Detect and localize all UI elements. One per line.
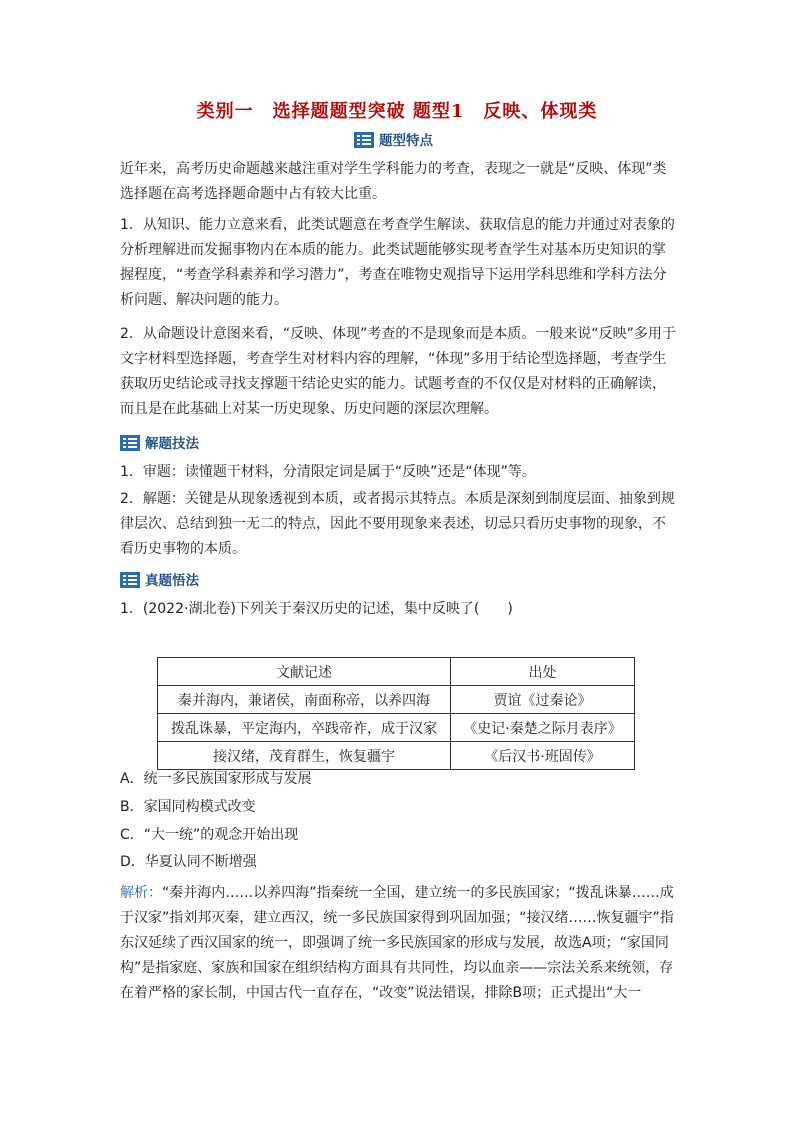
table-cell: 拨乱诛暴，平定海内，卒践帝祚，成于汉家	[158, 714, 451, 742]
section-heading-real-questions	[120, 572, 199, 590]
table-cell: 秦并海内，兼诸侯，南面称帝，以养四海	[158, 686, 451, 714]
table-cell: 接汉绪，茂育群生，恢复疆宇	[158, 742, 451, 770]
table-header: 文献记述	[158, 658, 451, 686]
page-title: 类别一 选择题题型突破 题型1 反映、体现类	[196, 101, 598, 122]
section-label: 真题悟法	[145, 573, 199, 589]
list-icon	[120, 572, 140, 588]
list-icon	[354, 132, 374, 148]
analysis-label: 解析：	[120, 885, 162, 901]
method-step-1: 1．审题：读懂题干材料，分清限定词是属于“反映”还是“体现”等。	[120, 464, 536, 480]
question-stem: 1．(2022·湖北卷)下列关于秦汉历史的记述，集中反映了( )	[120, 601, 513, 617]
features-point-1: 1．从知识、能力立意来看，此类试题意在考查学生解读、获取信息的能力并通过对表象的分析理解进而发掘事物内在本质的能力。此类试题能够实现考查学生对基本历史知识的掌握程度，“考查学科素养和学习潜力”，考查在唯物史观指导下运用学科思维和学科方法分析问题、解决问题的能力。	[120, 217, 675, 308]
option-c: C．“大一统”的观念开始出现	[120, 827, 299, 843]
section-heading-methods	[120, 435, 199, 453]
table-cell: 《后汉书·班固传》	[451, 742, 635, 770]
analysis	[120, 881, 676, 1006]
analysis-text: “秦并海内……以养四海”指秦统一全国，建立统一的多民族国家；“拨乱诛暴……成于汉家”指刘邦灭秦，建立西汉，统一多民族国家得到巩固加强；“接汉绪……恢复疆宇”指东汉延续了西汉国家的统一，即强调了统一多民族国家的形成与发展，故选A项；“家国同构”是指家庭、家族和国家在组织结构方面具有共同性，均以血亲——宗法关系来统领，存在着严格的家长制，中国古代一直存在，“改变”说法错误，排除B项；正式提出“大一	[120, 885, 674, 1001]
features-point-2: 2．从命题设计意图来看，“反映、体现”考查的不是现象而是本质。一般来说“反映”多用于文字材料型选择题，考查学生对材料内容的理解，“体现”多用于结论型选择题，考查学生获取历史结论或寻找支撑题干结论史实的能力。试题考查的不仅仅是对材料的正确解读，而且是在此基础上对某一历史现象、历史问题的深层次理解。	[120, 326, 676, 417]
table-row	[158, 714, 635, 742]
option-a: A．统一多民族国家形成与发展	[120, 771, 312, 787]
method-step-2: 2．解题：关键是从现象透视到本质，或者揭示其特点。本质是深刻到制度层面、抽象到规律层次、总结到独一无二的特点，因此不要用现象来表述，切忌只看历史事物的现象，不看历史事物的本质。	[120, 491, 675, 557]
features-intro: 近年来，高考历史命题越来越注重对学生学科能力的考查，表现之一就是“反映、体现”类选择题在高考选择题命题中占有较大比重。	[120, 161, 667, 202]
table-row	[158, 742, 635, 770]
table-cell: 《史记·秦楚之际月表序》	[451, 714, 635, 742]
list-icon	[120, 435, 140, 451]
option-b: B．家国同构模式改变	[120, 799, 256, 815]
source-table	[157, 657, 635, 770]
table-row	[158, 686, 635, 714]
option-d: D．华夏认同不断增强	[120, 854, 257, 870]
section-label: 解题技法	[145, 436, 199, 452]
table-header: 出处	[451, 658, 635, 686]
section-label: 题型特点	[379, 133, 433, 149]
section-heading-features	[354, 132, 433, 150]
table-cell: 贾谊《过秦论》	[451, 686, 635, 714]
table-header-row	[158, 658, 635, 686]
